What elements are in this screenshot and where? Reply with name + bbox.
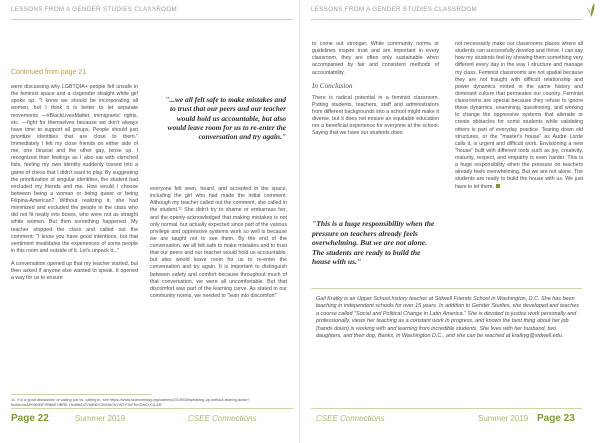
right-pull-quote: "This is a huge responsibility when the pressure on teachers already feels overwhelming. But we are not alone. The students are ready to build the house with us." xyxy=(312,219,435,266)
right-col-2 xyxy=(455,41,583,282)
left-col-1-para-1: were discussing why LGBTQIA+ people felt unsafe in the feminist space and a cisgender straight white girl spoke up. "I know we should be incorporating all women, but I think it is better to let separate movements —#BlackLivesMatter, immigrants' rights, etc. —fight for themselves because we don't always have time to support all groups. People should just prioritize identities that are close to them." Immediately I felt my close friends on either side of me, one biracial and the other gay, tense up. I recognized their feelings as I also sat with clenched fists, feeling my own identity suddenly tossed into a game of chess that I didn't want to play. By suggesting the prioritization of singular identities, the student had excluded my friends and me. How would I choose between being a woman or being queer or being Filipina-American? Without realizing it, she had minimized and excluded the people in the class who did not fit neatly into boxes, who were not as straight white women. But then something happened. My teacher stopped the class and called out the comment: "I know you have good intentions, but that sentiment invalidates the experiences of some people in this room and outside of it. Let's unpack it..." xyxy=(11,84,138,254)
left-col-2 xyxy=(150,186,287,389)
issue-date-right: Summer 2019 xyxy=(478,414,529,423)
left-pull-quote: "...we all felt safe to make mistakes and to trust that our peers and our teacher would hold us accountable, but also would leave room for us to re-enter the conversation and try again." xyxy=(165,95,286,142)
page-number-right: Page 23 xyxy=(537,413,575,424)
publication-name-right: CSEE Connections xyxy=(316,414,385,423)
right-col-2-text xyxy=(455,41,583,191)
footer-rule-left xyxy=(11,408,293,409)
left-col-1-para-2: A conversation opened up that my teacher started, but then asked if anyone else wanted to speak. It opened a way for us to ensure xyxy=(11,261,138,282)
section-heading-conclusion: In Conclusion xyxy=(312,81,353,90)
right-page xyxy=(300,0,600,443)
running-head-right: LESSONS FROM A GENDER STUDIES CLASSROOM xyxy=(311,6,477,13)
footnote-rule xyxy=(11,394,151,395)
right-col-2-body: not necessarily make our classrooms places where all students can successfully develop and thrive. I can say how my students feel by showing them something very different every day in the way I structure and manage my class. Feminist classrooms are not spatial because they are not fraught with difficult relationship and power dynamics rooted in the same history and dominant culture that permeates our country. Feminist classrooms are special because they refuse to ignore these dynamics, examining, questioning, and working to change the oppressive systems that alienate or create obstacles for some students while validating others is part of everyday practice. Tearing down old structures, or the "master's house" as Audre Lorde calls it, is urgent and difficult work. Envisioning a new "house" built with different tools such as joy, creativity, maturity, respect, and empathy is even harder. This is a huge responsibility when the pressure on teachers already feels overwhelming. But we are not alone. The students are ready to build the house with us. We just have to let them. xyxy=(455,41,583,190)
end-mark-icon xyxy=(496,184,500,188)
right-col-1-intro: to come out stronger. While community norms or guidelines inspire trust and are important in every classroom, they are often only sustainable when accompanied by fair and consistent methods of accountability. xyxy=(312,41,439,76)
bio-rule xyxy=(311,288,582,289)
page-number-left: Page 22 xyxy=(11,413,49,424)
continued-note: Continued from page 21 xyxy=(11,69,87,76)
header-rule-left xyxy=(11,19,293,20)
issue-date-left: Summer 2019 xyxy=(75,414,126,423)
footer-rule-right xyxy=(311,408,582,409)
publication-name-left: CSEE Connections xyxy=(188,414,257,423)
left-col-2-text: everyone felt seen, heard, and accepted in the space, including the girl who had made the initial comment. Although my teacher called out the comment, she called in the student.¹¹ She didn't try to shame or embarrass her, and the openly-acknowledged that making mistakes is not only normal, but actually expected since part of the various privilege and oppressive systems work so well is because we are taught not to see them. By the end of the conversation, we all felt safe to make mistakes and to trust that our peers and our teacher would hold us accountable, but also would leave room for us to re-enter the conversation and try again. It is important to distinguish between safety and comfort because throughout much of that conversation, we were all uncomfortable. But that discomfort was part of the learning curve. As stated in our community norms, we needed to "lean into discomfort" xyxy=(150,186,287,299)
header-rule-right xyxy=(311,19,582,20)
right-col-1-conclusion: There is radical potential in a feminist classroom. Putting students, teachers, staff and administrators from different backgrounds into a school might make it diverse, but it does not ensure an equitable education nor a beneficial experience for everyone at the school. Saying that we have our students does xyxy=(312,94,439,137)
leaf-logo-icon xyxy=(586,2,596,18)
footnote: 11. For a good discussion of calling out vs. calling in, see https://www.sciencemag.org/careers/2019/08/speaking-up-without-tearing-down?fbclid=IwAR0lK6NFrRf8kE7fBRfL7fxdf9kDZVbjRl6YGBx9sTkYW2Y7kFEmZmCrX1LAR xyxy=(11,397,250,407)
left-col-1 xyxy=(11,84,138,389)
author-bio: Gail Kratky is an Upper School history teacher at Sidwell Friends School in Washington, D.C. She has been teaching in independent schools for over 15 years. In addition to Gender Studies, she developed and teaches a course called "Social and Political Change in Latin America." She is devoted to justice work personally and professionally, views her teaching as a constant work in progress, and knows the best thing about her job (hands down) is working with and learning from incredible students. She lives with her husband, two daughters, and their dog, Banks, in Washington D.C., and she can be reached at kratkyg@sidwell.edu. xyxy=(316,296,579,340)
running-head-left: LESSONS FROM A GENDER STUDIES CLASSROOM xyxy=(11,6,177,13)
